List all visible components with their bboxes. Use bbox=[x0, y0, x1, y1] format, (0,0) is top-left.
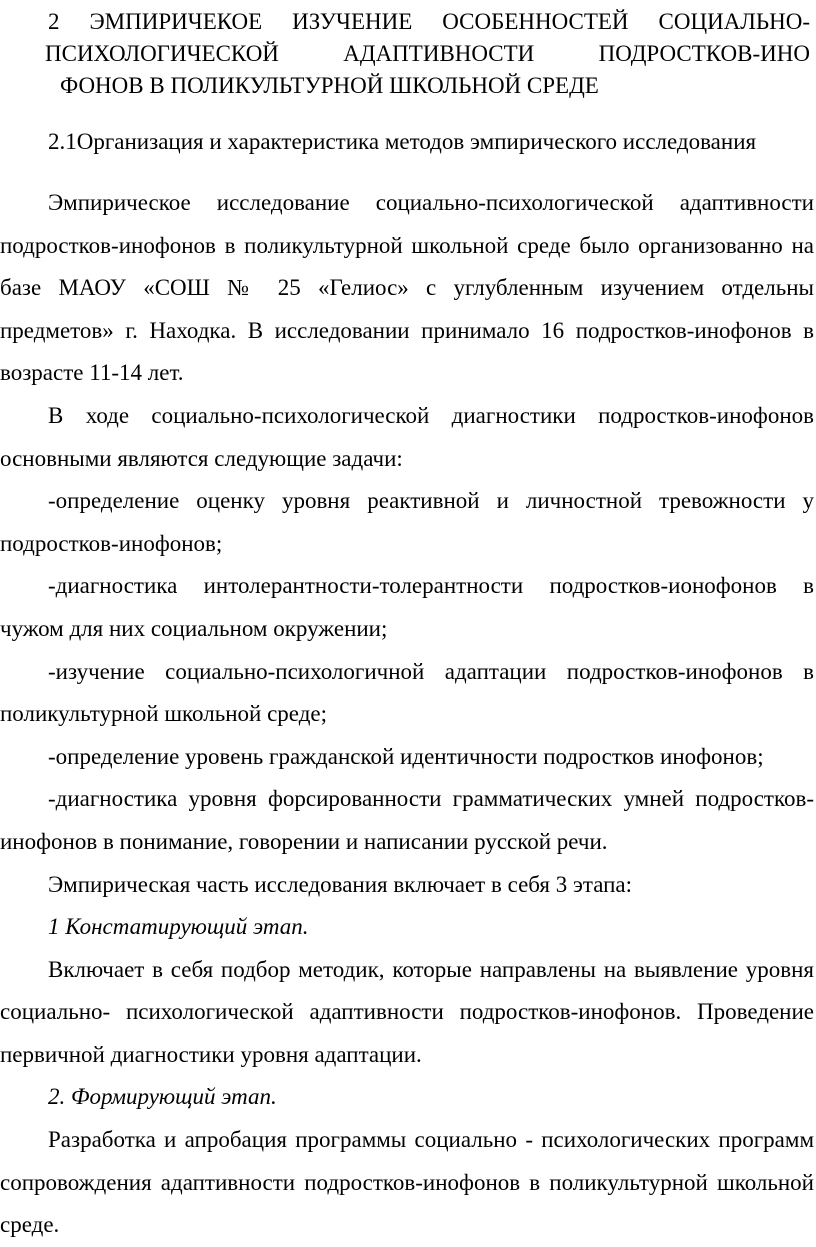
paragraph-tasks-intro: В ходе социально-психологической диагностики подростков-инофонов основными являются следующие задачи: bbox=[0, 402, 814, 471]
section-heading: 2.1Организация и характеристика методов эмпирического исследования bbox=[48, 129, 757, 154]
task-item-anxiety: -определение оценку уровня реактивной и личностной тревожности у подростков-инофонов; bbox=[0, 488, 814, 556]
task-item-adaptation: -изучение социально-психологичной адаптации подростков-инофонов в поликультурной школьной среде; bbox=[0, 658, 814, 727]
paragraph-stages-intro: Эмпирическая часть исследования включает в себя 3 этапа: bbox=[48, 871, 633, 897]
task-item-grammar-skills: -диагностика уровня форсированности грамматических умней подростков-инофонов в понимание, говорении и написании русской речи. bbox=[0, 786, 814, 854]
paragraph-stage-1-description: Включает в себя подбор методик, которые направлены на выявление уровня социально- психологической адаптивности подростков-инофонов. Проведение первичной диагностики уровня адаптации. bbox=[0, 956, 814, 1067]
task-item-civic-identity: -определение уровень гражданской идентичности подростков инофонов; bbox=[48, 743, 764, 769]
chapter-heading-line-2: ПСИХОЛОГИЧЕСКОЙ АДАПТИВНОСТИ ПОДРОСТКОВ-ИНО bbox=[45, 41, 810, 66]
chapter-heading-line-1: 2 ЭМПИРИЧЕКОЕ ИЗУЧЕНИЕ ОСОБЕННОСТЕЙ СОЦИАЛЬНО- bbox=[48, 9, 810, 34]
stage-heading-ascertaining: 1 Констатирующий этап. bbox=[48, 914, 309, 940]
chapter-heading-line-3: ФОНОВ В ПОЛИКУЛЬТУРНОЙ ШКОЛЬНОЙ СРЕДЕ bbox=[60, 73, 599, 98]
paragraph-stage-2-description: Разработка и апробация программы социально - психологических программ сопровождения адаптивности подростков-инофонов в поликультурной школьной среде. bbox=[0, 1127, 814, 1238]
paragraph-study-organization: Эмпирическое исследование социально-психологической адаптивности подростков-инофонов в поликультурной школьной среде было организованно на базе МАОУ «СОШ № 25 «Гелиос» с углубленным изучением отдельны предметов» г. Находка. В исследовании принимало 16 подростков-инофонов в возрасте 11-14 лет. bbox=[0, 190, 814, 386]
document-body bbox=[0, 182, 814, 1247]
chapter-heading bbox=[0, 0, 814, 102]
stage-heading-formative: 2. Формирующий этап. bbox=[48, 1084, 277, 1110]
task-item-tolerance: -диагностика интолерантности-толерантности подростков-ионофонов в чужом для них социальном окружении; bbox=[0, 573, 814, 641]
